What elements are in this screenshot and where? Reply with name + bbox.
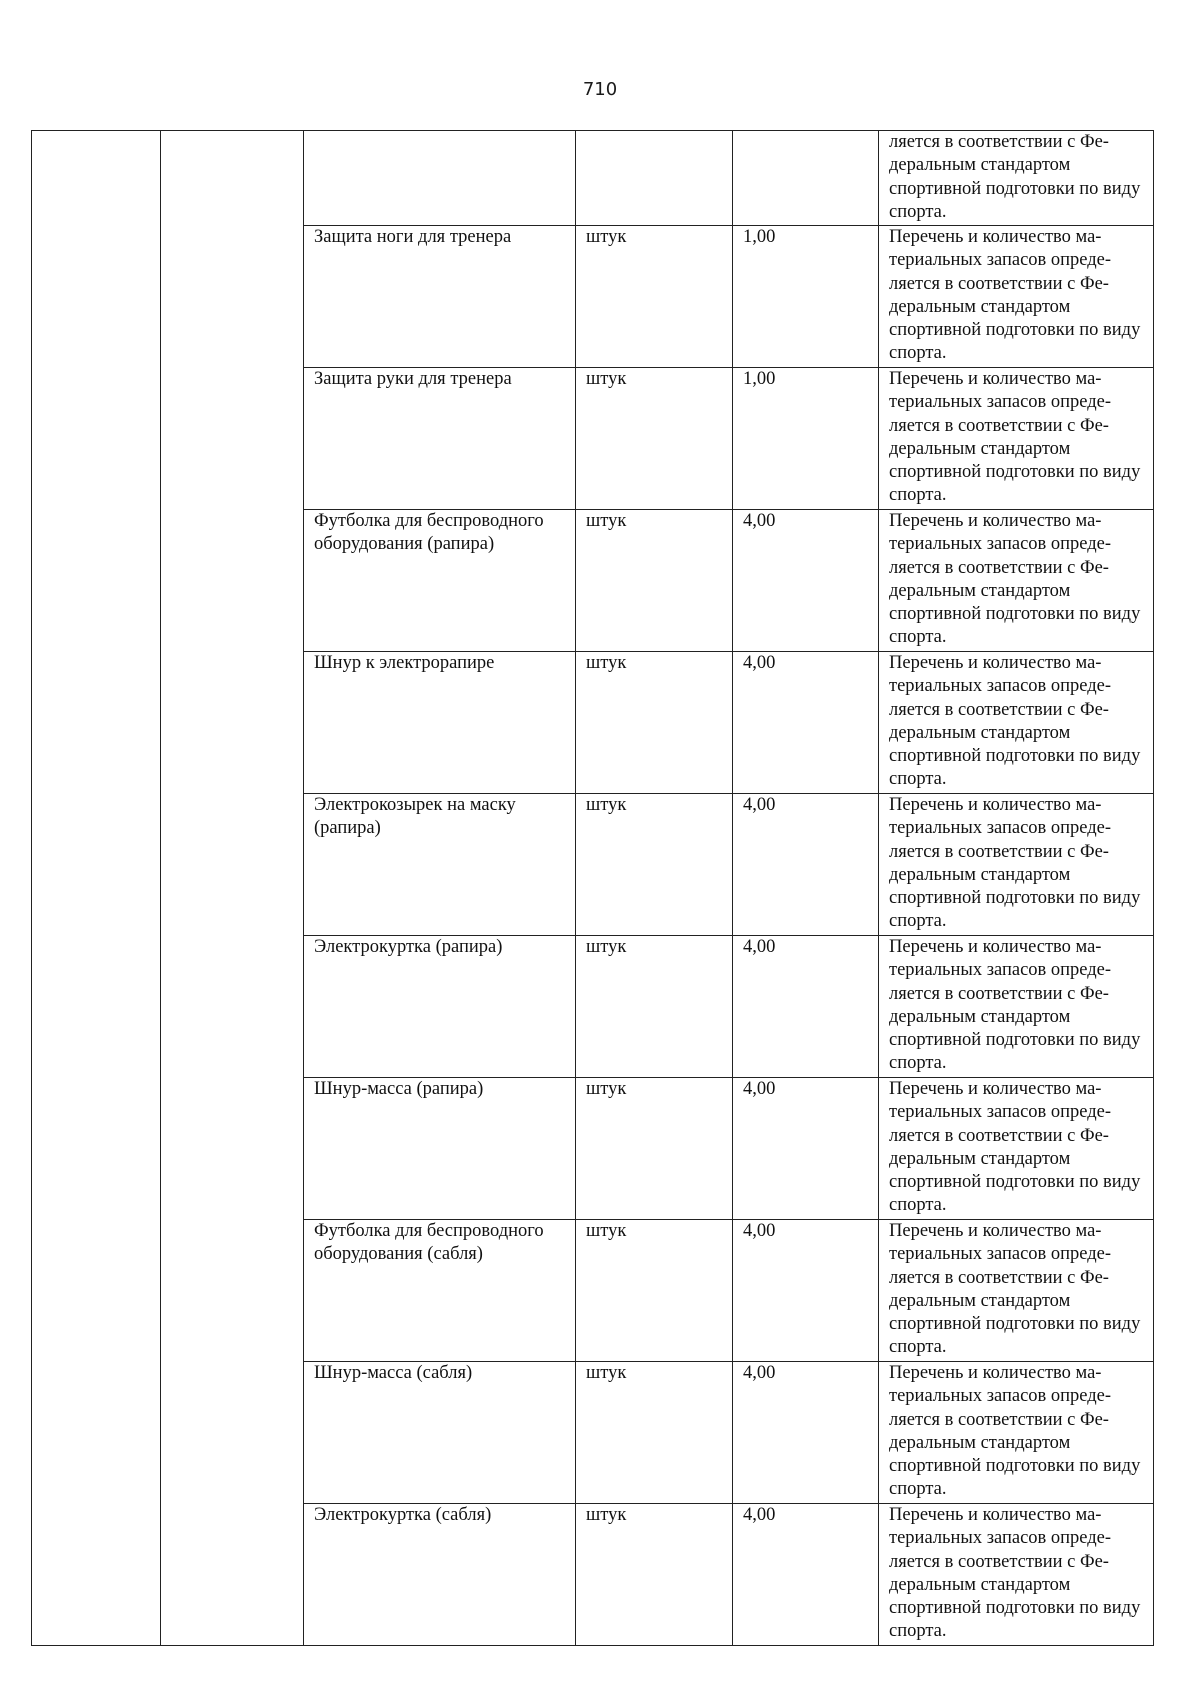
- table-row-continuation: [32, 131, 1154, 226]
- quantity-cell: 4,00: [733, 1362, 879, 1504]
- quantity-cell: 4,00: [733, 1504, 879, 1646]
- unit-cell: штук: [576, 1078, 733, 1220]
- unit-cell: штук: [576, 794, 733, 936]
- quantity-cell: 4,00: [733, 794, 879, 936]
- item-name-cell: [304, 131, 576, 226]
- note-cell: Перечень и количество ма- териальных запасов опреде- ляется в соответствии с Фе- деральным стандартом спортивной подготовки по виду спорта.: [879, 1362, 1154, 1504]
- item-name-cell: Защита ноги для тренера: [304, 226, 576, 368]
- note-cell: Перечень и количество ма- териальных запасов опреде- ляется в соответствии с Фе- деральным стандартом спортивной подготовки по виду спорта.: [879, 368, 1154, 510]
- note-cell: Перечень и количество ма- териальных запасов опреде- ляется в соответствии с Фе- деральным стандартом спортивной подготовки по виду спорта.: [879, 936, 1154, 1078]
- unit-cell: штук: [576, 1504, 733, 1646]
- note-cell: Перечень и количество ма- териальных запасов опреде- ляется в соответствии с Фе- деральным стандартом спортивной подготовки по виду спорта.: [879, 794, 1154, 936]
- unit-cell: штук: [576, 226, 733, 368]
- unit-cell: штук: [576, 936, 733, 1078]
- quantity-cell: 1,00: [733, 226, 879, 368]
- item-name-cell: Шнур-масса (рапира): [304, 1078, 576, 1220]
- unit-cell: штук: [576, 1220, 733, 1362]
- materials-table-body: [32, 131, 1154, 1646]
- quantity-cell: 4,00: [733, 652, 879, 794]
- unit-cell: [576, 131, 733, 226]
- note-cell: Перечень и количество ма- териальных запасов опреде- ляется в соответствии с Фе- деральным стандартом спортивной подготовки по виду спорта.: [879, 652, 1154, 794]
- item-name-cell: Шнур к электрорапире: [304, 652, 576, 794]
- quantity-cell: 4,00: [733, 1078, 879, 1220]
- quantity-cell: [733, 131, 879, 226]
- unit-cell: штук: [576, 652, 733, 794]
- unit-cell: штук: [576, 1362, 733, 1504]
- item-name-cell: Электрокозырек на маску (рапира): [304, 794, 576, 936]
- note-cell: Перечень и количество ма- териальных запасов опреде- ляется в соответствии с Фе- деральным стандартом спортивной подготовки по виду спорта.: [879, 510, 1154, 652]
- item-name-cell: Шнур-масса (сабля): [304, 1362, 576, 1504]
- materials-table: [31, 130, 1154, 1646]
- item-name-cell: Футболка для беспроводного оборудования (сабля): [304, 1220, 576, 1362]
- quantity-cell: 4,00: [733, 936, 879, 1078]
- quantity-cell: 1,00: [733, 368, 879, 510]
- quantity-cell: 4,00: [733, 1220, 879, 1362]
- note-cell: Перечень и количество ма- териальных запасов опреде- ляется в соответствии с Фе- деральным стандартом спортивной подготовки по виду спорта.: [879, 1078, 1154, 1220]
- unit-cell: штук: [576, 368, 733, 510]
- item-name-cell: Электрокуртка (сабля): [304, 1504, 576, 1646]
- item-name-cell: Защита руки для тренера: [304, 368, 576, 510]
- quantity-cell: 4,00: [733, 510, 879, 652]
- page-number: 710: [582, 79, 618, 100]
- item-name-cell: Электрокуртка (рапира): [304, 936, 576, 1078]
- note-cell: Перечень и количество ма- териальных запасов опреде- ляется в соответствии с Фе- деральным стандартом спортивной подготовки по виду спорта.: [879, 1504, 1154, 1646]
- note-cell: ляется в соответствии с Фе- деральным стандартом спортивной подготовки по виду спорта.: [879, 131, 1154, 226]
- note-cell: Перечень и количество ма- териальных запасов опреде- ляется в соответствии с Фе- деральным стандартом спортивной подготовки по виду спорта.: [879, 226, 1154, 368]
- item-name-cell: Футболка для беспроводного оборудования (рапира): [304, 510, 576, 652]
- col-2-merged-cell: [161, 131, 304, 1646]
- col-1-merged-cell: [32, 131, 161, 1646]
- unit-cell: штук: [576, 510, 733, 652]
- note-cell: Перечень и количество ма- териальных запасов опреде- ляется в соответствии с Фе- деральным стандартом спортивной подготовки по виду спорта.: [879, 1220, 1154, 1362]
